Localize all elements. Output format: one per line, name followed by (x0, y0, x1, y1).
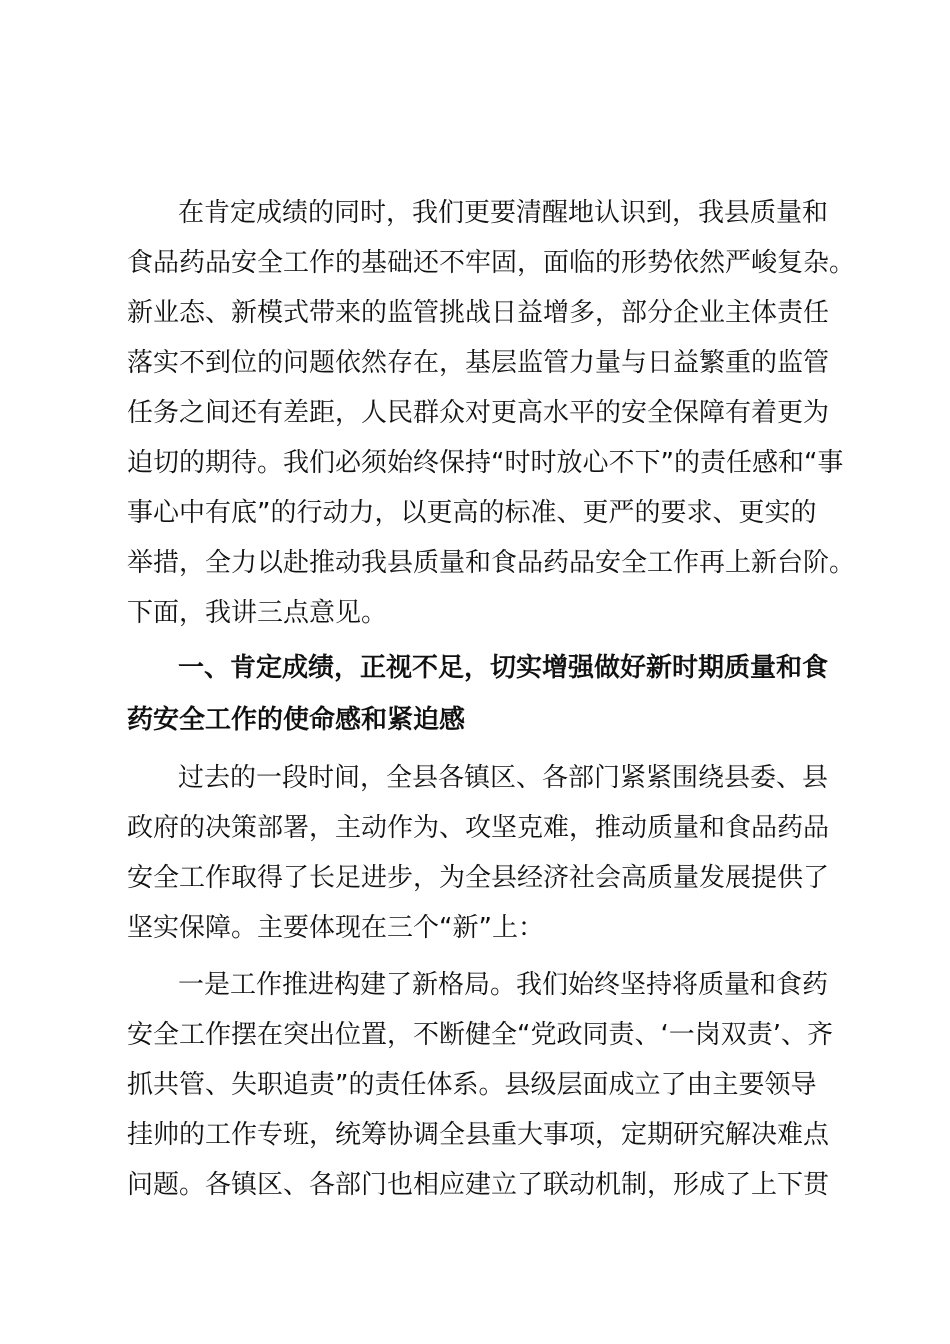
paragraph-1-line-6: 迫切的期待。我们必须始终保持“时时放心不下”的责任感和“事 (127, 448, 844, 478)
paragraph-1-line-1: 在肯定成绩的同时，我们更要清醒地认识到，我县质量和 (178, 198, 829, 228)
paragraph-3-line-4: 挂帅的工作专班，统筹协调全县重大事项，定期研究解决难点 (127, 1120, 830, 1150)
paragraph-2-line-2: 政府的决策部署，主动作为、攻坚克难，推动质量和食品药品 (127, 813, 830, 843)
paragraph-1-line-9: 下面，我讲三点意见。 (127, 598, 388, 628)
paragraph-1-line-3: 新业态、新模式带来的监管挑战日益增多，部分企业主体责任 (127, 298, 830, 328)
paragraph-2-line-3: 安全工作取得了长足进步，为全县经济社会高质量发展提供了 (127, 863, 830, 893)
paragraph-1-line-7: 事心中有底”的行动力，以更高的标准、更严的要求、更实的 (127, 498, 817, 528)
section-heading-line-2: 药安全工作的使命感和紧迫感 (127, 705, 466, 735)
paragraph-3-line-1: 一是工作推进构建了新格局。我们始终坚持将质量和食药 (178, 970, 829, 1000)
paragraph-1-line-5: 任务之间还有差距，人民群众对更高水平的安全保障有着更为 (127, 398, 830, 428)
paragraph-3-line-2: 安全工作摆在突出位置，不断健全“党政同责、‘一岗双责’、齐 (127, 1020, 833, 1050)
paragraph-2-line-1: 过去的一段时间，全县各镇区、各部门紧紧围绕县委、县 (178, 763, 829, 793)
paragraph-3-line-5: 问题。各镇区、各部门也相应建立了联动机制，形成了上下贯 (127, 1170, 830, 1200)
paragraph-1-line-4: 落实不到位的问题依然存在，基层监管力量与日益繁重的监管 (127, 348, 830, 378)
paragraph-1-line-2: 食品药品安全工作的基础还不牢固，面临的形势依然严峻复杂。 (127, 248, 856, 278)
paragraph-3-line-3: 抓共管、失职追责”的责任体系。县级层面成立了由主要领导 (127, 1070, 817, 1100)
section-heading-line-1: 一、肯定成绩，正视不足，切实增强做好新时期质量和食 (178, 653, 829, 683)
paragraph-2-line-4: 坚实保障。主要体现在三个“新”上： (127, 913, 544, 943)
paragraph-1-line-8: 举措，全力以赴推动我县质量和食品药品安全工作再上新台阶。 (127, 548, 856, 578)
